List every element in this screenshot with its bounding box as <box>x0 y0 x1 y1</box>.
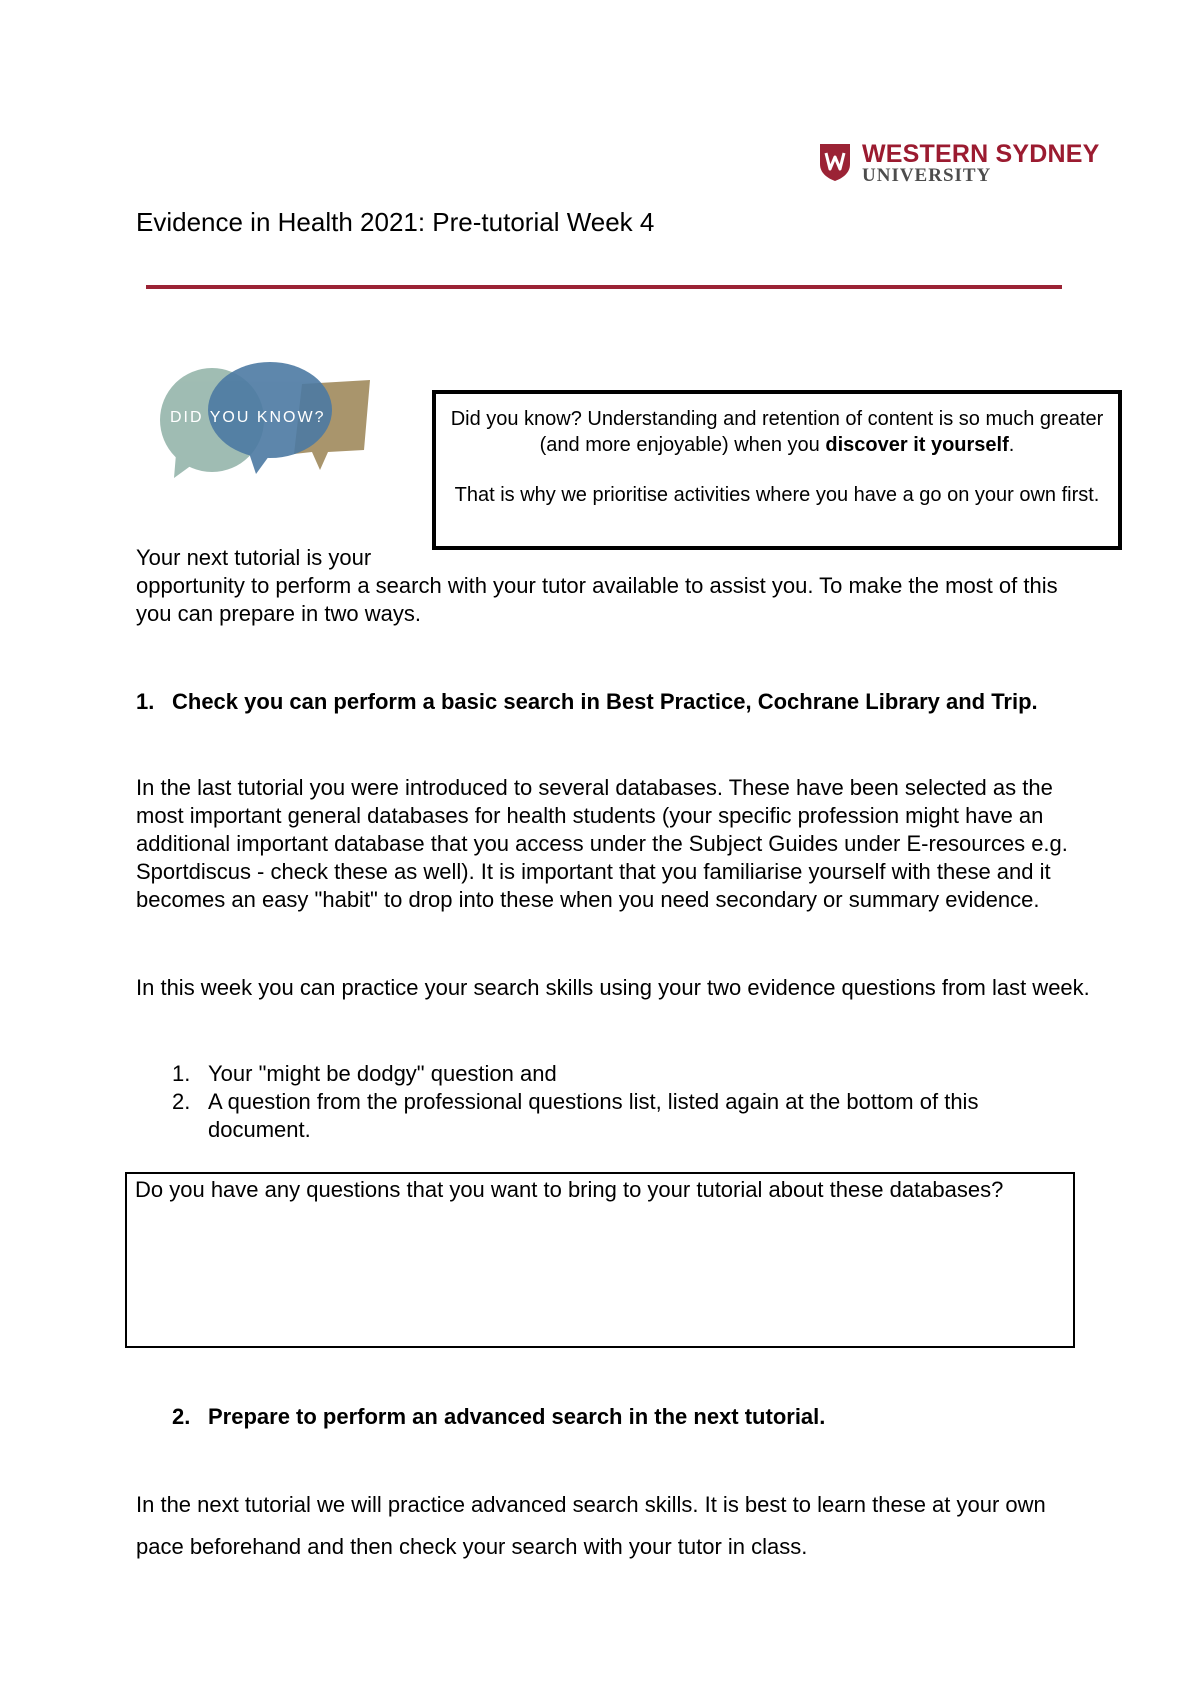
section-2-heading <box>172 1403 1092 1431</box>
logo-wordmark-line1: WESTERN SYDNEY <box>862 140 1100 168</box>
university-logo <box>818 140 1100 188</box>
section-1-title: Check you can perform a basic search in Best Practice, Cochrane Library and Trip. <box>172 689 1038 714</box>
university-shield-icon <box>818 142 852 182</box>
section-2-title: Prepare to perform an advanced search in the next tutorial. <box>208 1404 826 1429</box>
list-item: 1. Your "might be dodgy" question and <box>172 1061 557 1086</box>
logo-wordmark-line2: UNIVERSITY <box>862 165 992 186</box>
section-2-number: 2. <box>172 1404 191 1429</box>
section-1-number: 1. <box>136 689 155 714</box>
questions-answer-box[interactable] <box>125 1172 1075 1348</box>
intro-first-line: Your next tutorial is your <box>136 545 372 570</box>
did-you-know-graphic-text: DID YOU KNOW? <box>170 409 326 426</box>
title-divider <box>146 285 1062 289</box>
did-you-know-callout <box>432 390 1122 550</box>
evidence-questions-list <box>172 1060 1072 1144</box>
did-you-know-bubbles-graphic <box>152 362 376 482</box>
document-title: Evidence in Health 2021: Pre-tutorial Week 4 <box>136 207 655 237</box>
section-1-paragraph-1: In the last tutorial you were introduced to several databases. These have been selected as the most important general databases for health students (your specific profession might have an additional important database that you access under the Subject Guides under E-resources e.g. Sportdiscus - check these as well). It is important that you familiarise yourself with these and it becomes an easy "habit" to drop into these when you need secondary or summary evidence. <box>136 775 1068 912</box>
section-1-paragraph-2: In this week you can practice your search skills using your two evidence questions from last week. <box>136 975 1090 1000</box>
callout-bold-phrase: discover it yourself <box>825 434 1009 456</box>
section-2-paragraph: In the next tutorial we will practice advanced search skills. It is best to learn these at your own pace beforehand and then check your search with your tutor in class. <box>136 1492 1046 1559</box>
callout-text-1: Did you know? Understanding and retention of content is so much greater (and more enjoyable) when you discover it yourself. <box>450 408 1104 456</box>
questions-prompt: Do you have any questions that you want to bring to your tutorial about these databases? <box>135 1177 1004 1202</box>
intro-paragraph: opportunity to perform a search with your tutor available to assist you. To make the most of this you can prepare in two ways. <box>136 573 1058 626</box>
callout-text-2: That is why we prioritise activities where you have a go on your own first. <box>454 484 1100 506</box>
list-item: 2. A question from the professional questions list, listed again at the bottom of this document. <box>172 1089 979 1142</box>
section-1-heading <box>136 688 1096 716</box>
